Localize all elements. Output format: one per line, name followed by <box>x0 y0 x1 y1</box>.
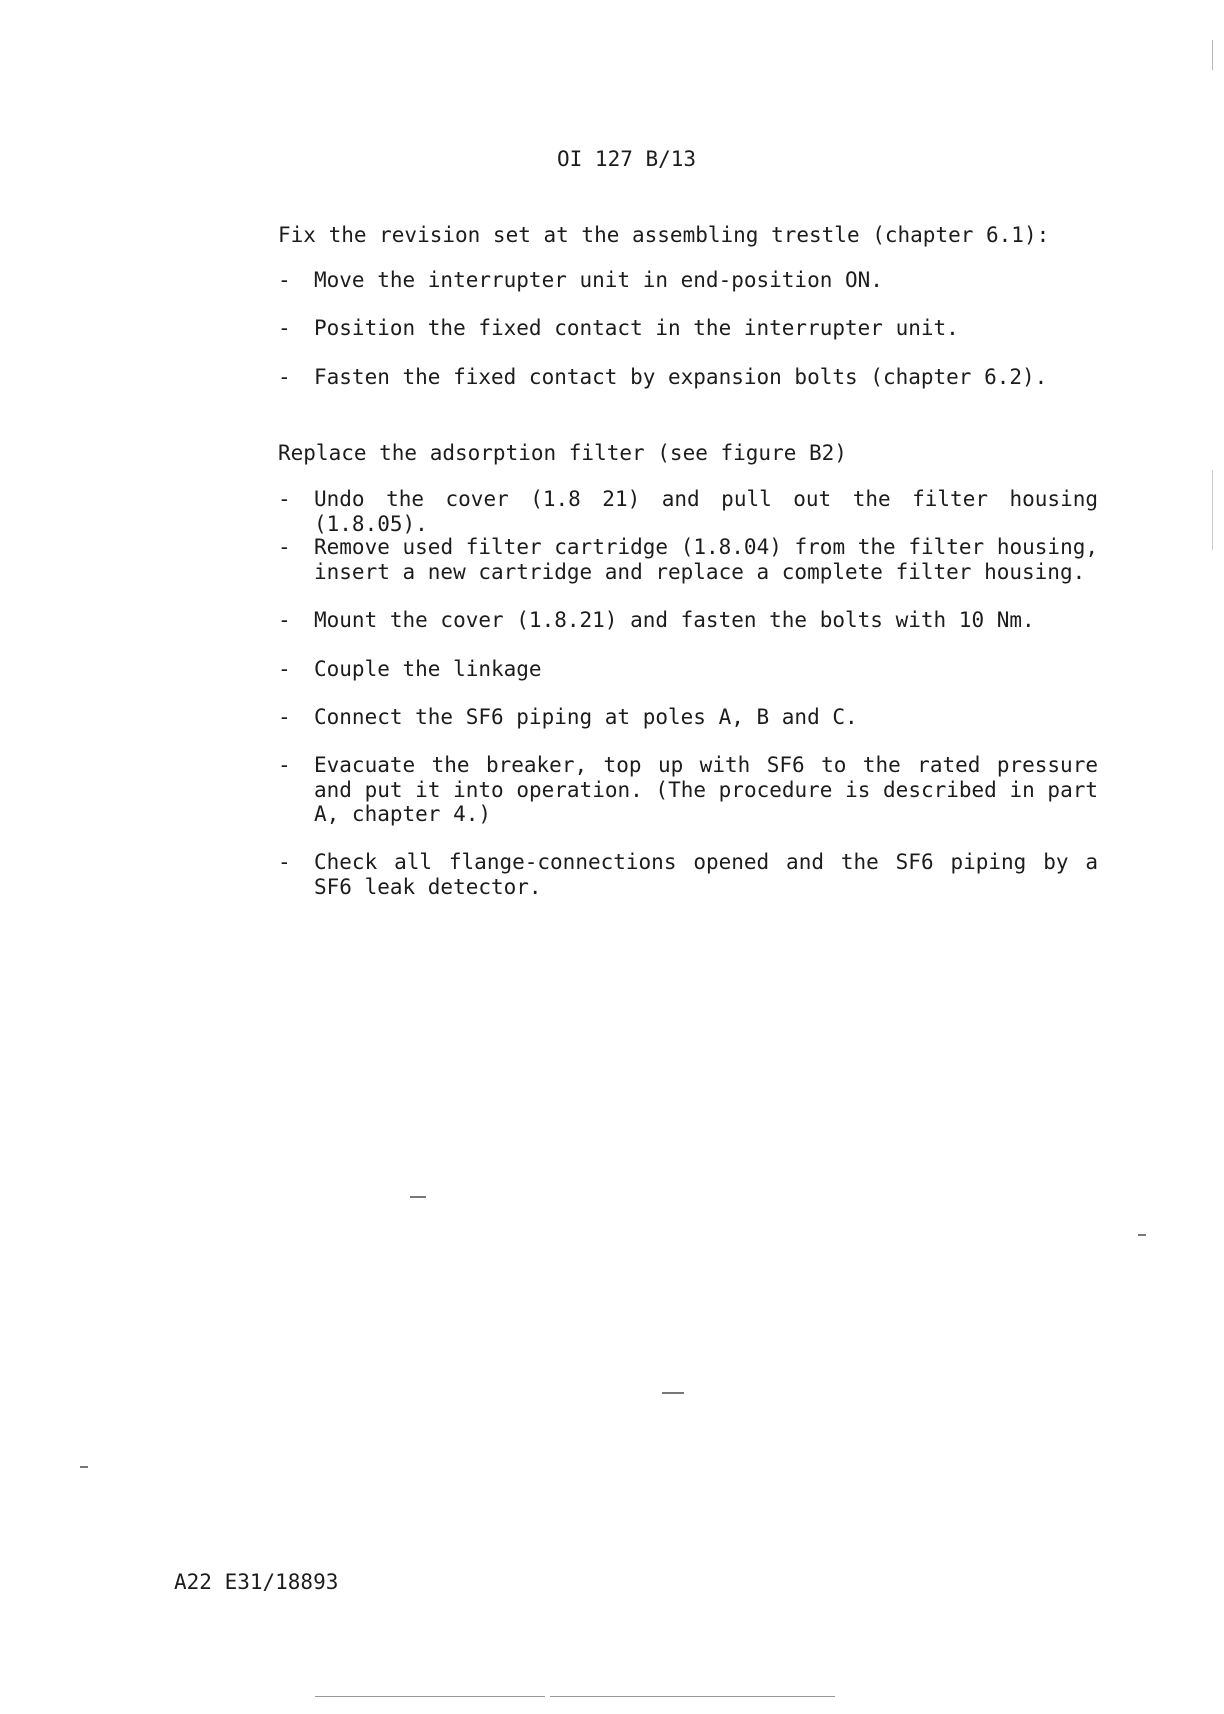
list-bullet: - <box>278 608 291 632</box>
list-item <box>278 535 1098 584</box>
list-item <box>278 608 1098 633</box>
list-item-text: Fasten the fixed contact by expansion bolts (chapter 6.2). <box>314 365 1048 389</box>
scan-speck <box>1212 470 1213 550</box>
list-item <box>278 268 1098 293</box>
list-item-text: Couple the linkage <box>314 657 542 681</box>
list-item <box>278 316 1098 341</box>
list-bullet: - <box>278 268 291 292</box>
scan-speck <box>662 1392 684 1394</box>
list-item <box>278 705 1098 730</box>
list-item <box>278 365 1098 390</box>
list-item <box>278 487 1098 536</box>
list-bullet: - <box>278 316 291 340</box>
list-item-text: Evacuate the breaker, top up with SF6 to the rated pressure and put it into operation. (The procedure is described in part A, chapter 4.) <box>314 753 1098 826</box>
footer-document-code: A22 E31/18893 <box>174 1570 339 1594</box>
list-bullet: - <box>278 657 291 681</box>
list-item-text: Check all flange-connections opened and the SF6 piping by a SF6 leak detector. <box>314 850 1098 899</box>
list-item-text: Mount the cover (1.8.21) and fasten the bolts with 10 Nm. <box>314 608 1035 632</box>
list-item-text: Connect the SF6 piping at poles A, B and C. <box>314 705 858 729</box>
list-item <box>278 753 1098 827</box>
list-item-text: Position the fixed contact in the interrupter unit. <box>314 316 959 340</box>
scan-speck <box>1138 1234 1146 1236</box>
section-intro-revision-set: Fix the revision set at the assembling trestle (chapter 6.1): <box>278 223 1050 247</box>
scan-artifact-line <box>550 1696 835 1697</box>
list-item-text: Undo the cover (1.8 21) and pull out the filter housing (1.8.05). <box>314 487 1098 536</box>
list-bullet: - <box>278 535 291 559</box>
list-item <box>278 657 1098 682</box>
list-bullet: - <box>278 487 291 511</box>
page-header: OI 127 B/13 <box>557 147 697 171</box>
list-item-text: Remove used filter cartridge (1.8.04) from the filter housing, insert a new cartridge and replace a complete filter housing. <box>314 535 1098 584</box>
scan-speck <box>80 1466 88 1468</box>
scan-speck <box>410 1196 426 1198</box>
scan-speck <box>1212 40 1213 70</box>
list-item-text: Move the interrupter unit in end-position ON. <box>314 268 883 292</box>
list-bullet: - <box>278 365 291 389</box>
list-bullet: - <box>278 753 291 777</box>
list-bullet: - <box>278 850 291 874</box>
list-bullet: - <box>278 705 291 729</box>
scan-artifact-line <box>315 1696 545 1697</box>
list-item <box>278 850 1098 899</box>
section-intro-filter: Replace the adsorption filter (see figure B2) <box>278 441 847 465</box>
